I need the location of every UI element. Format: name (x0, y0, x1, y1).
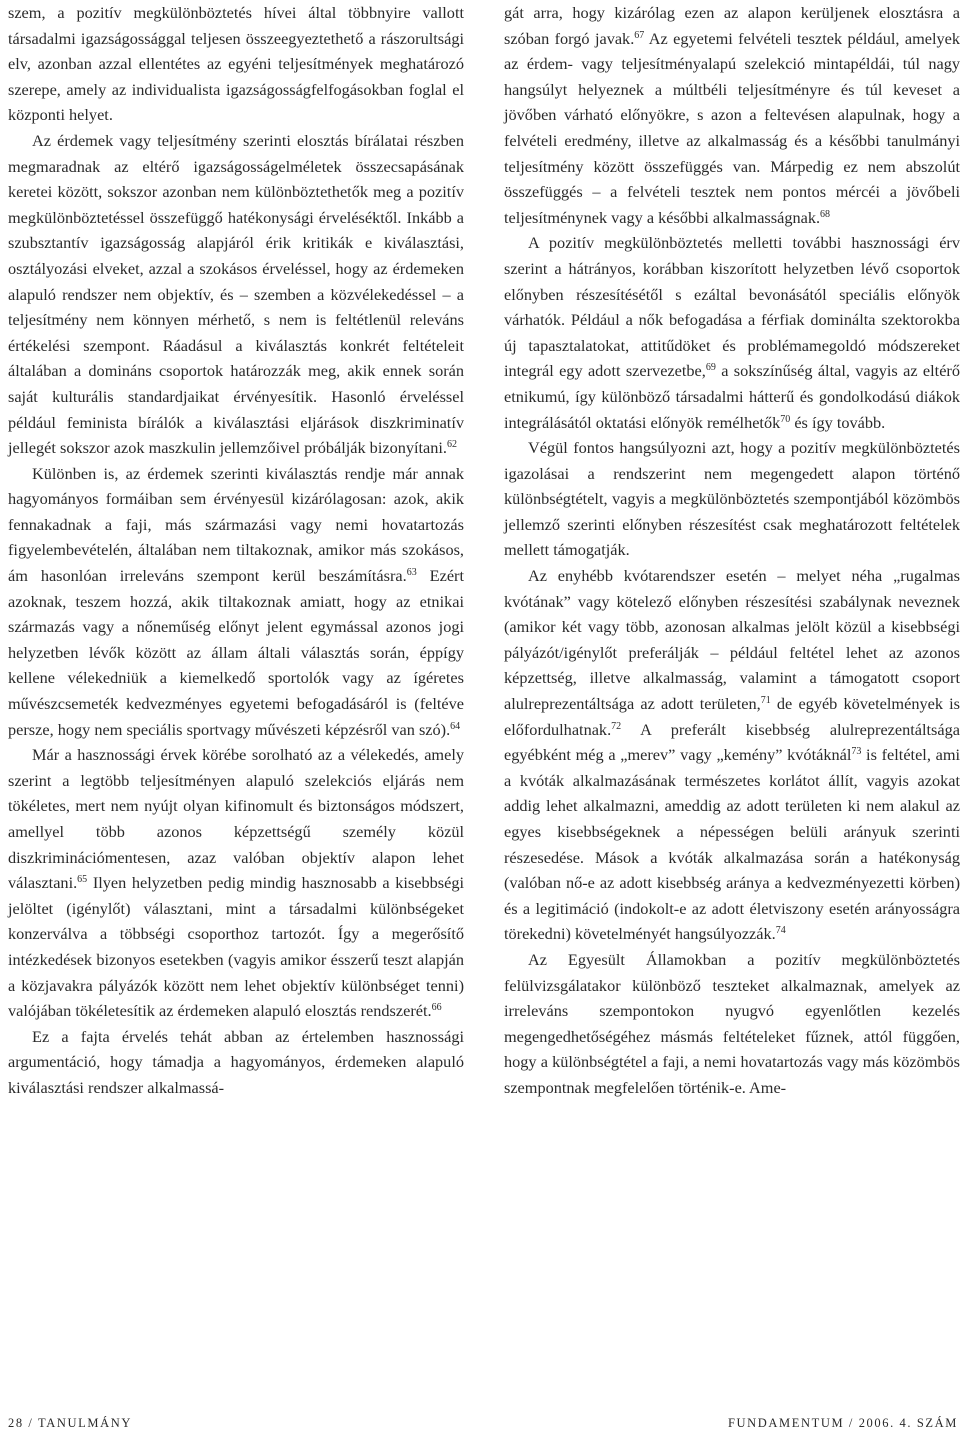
paragraph-text: gát arra, hogy kizárólag ezen az alapon kerüljenek elosztásra a szóban forgó javak. (504, 3, 960, 48)
paragraph-text: Az enyhébb kvótarendszer esetén – melyet néha „rugalmas kvótának” vagy kötelező előnyben részesítési szabálynak neveznek (amikor két vagy több, azonosan alkalmas jelölt közül a kisebbségi pályázót/igénylőt preferálják – például feltétel lehet az azonos képzettség, illetve alkalmasság, valamint a támogatott csoport alulreprezentáltsága az adott területen, (504, 566, 960, 714)
paragraph-text: Ilyen helyzetben pedig mindig hasznosabb a kisebbségi jelöltet (igénylőt) választani, mint a társadalmi különbségeket konzerválva a többségi csoporthoz tartozót. Így a megerősítő intézkedések bizonyos esetekben (vagyis amikor ésszerű teszt alapján a közjavakra pályázók között nem lehet objektív különbséget tenni) valójában tökéletesítik az érdemeken alapuló elosztás rendszerét. (8, 873, 464, 1021)
footnote-ref[interactable]: 69 (705, 362, 716, 374)
paragraph-text: és így tovább. (790, 412, 886, 432)
paragraph (504, 435, 960, 563)
paragraph-text: Ez a fajta érvelés tehát abban az értelemben hasznossági argumentáció, hogy támadja a hagyományos, érdemeken alapuló kiválasztási rendszer alkalmassá- (8, 1026, 464, 1097)
footnote-ref[interactable]: 72 (611, 720, 622, 732)
paragraph-text: Az Egyesült Államokban a pozitív megkülönböztetés felülvizsgálatakor különböző teszteket alkalmaznak, amelyek az irreleváns szempontokon nyugvó egyenlőtlen kezelés megengedhetőségéhez másmás feltételeket fűznek, attól függően, hogy a különbségtétel a faji, a nemi hovatartozás vagy más közömbös szempontnak megfelelően történik-e. Ame- (504, 949, 960, 1097)
paragraph (8, 128, 464, 461)
footnote-ref[interactable]: 66 (431, 1002, 442, 1014)
footnote-ref[interactable]: 63 (406, 567, 417, 579)
paragraph (8, 1024, 464, 1101)
paragraph-text: is feltétel, ami a kvóták alkalmazásának természetes korlátot állít, vagyis azokat addig lehet alkalmazni, ameddig az adott területen ki nem alakul az egyes kisebbségeknek a népességen belüli arányuk szerinti részesedése. Mások a kvóták alkalmazása során a hatékonyság (valóban nő-e az adott kisebbség aránya a kedvezményezetti körben) és a legitimáció (indokolt-e az adott életviszony esetén arányosságra törekedni) követelményét hangsúlyozzák. (504, 745, 960, 944)
paragraph-text: Már a hasznossági érvek körébe sorolható az a vélekedés, amely szerint a legtöbb teljesítményen alapuló szelekciós eljárás nem tökéletes, mert nem nyújt olyan kifinomult és biztonságos módszert, amellyel több azonos képzettségű személy közül diszkriminációmentesen, azaz valóban objektív alapon lehet választani. (8, 745, 464, 893)
footnote-ref[interactable]: 73 (851, 746, 862, 758)
paragraph-text: Különben is, az érdemek szerinti kiválasztás rendje már annak hagyományos formáiban sem érvényesül kizárólagosan: azok, akik fennakadnak a faji, más származási vagy nemi hovatartozás figyelembevételén, általában nem tiltakoznak, amikor más szokásos, ám hasonlóan irreleváns szempont kerül beszámításra. (8, 463, 464, 586)
page-footer (8, 1416, 958, 1434)
paragraph-text: a sokszínűség által, vagyis az eltérő etnikumú, így különböző társadalmi hátterű és gondolkodású diákok integrálásától oktatási előnyök remélhetők (504, 361, 960, 432)
paragraph-text: Végül fontos hangsúlyozni azt, hogy a pozitív megkülönböztetés igazolásai a rendszerint nem megengedett alapon történő különbségtételt, vagyis a megkülönböztetés szempontjából közömbös jellemző szerinti előnyben részesítést csak meghatározott feltételek mellett támogatják. (504, 438, 960, 560)
right-column (504, 0, 960, 1101)
footnote-ref[interactable]: 68 (820, 208, 831, 220)
footnote-ref[interactable]: 64 (450, 720, 461, 732)
footnote-ref[interactable]: 70 (780, 413, 791, 425)
footnote-ref[interactable]: 65 (77, 874, 88, 886)
footnote-ref[interactable]: 62 (447, 439, 458, 451)
paragraph-text: A pozitív megkülönböztetés melletti további hasznossági érv szerint a hátrányos, korábban kiszorított helyzetben lévő csoportok előnyben részesítésétől s ezáltal bevonásától speciális előnyök várhatók. Például a nők befogadása a férfiak dominálta szektorokba új tapasztalatokat, attitűdöket és problémamegoldó módszereket integrál egy adott szervezetbe, (504, 233, 960, 381)
paragraph (504, 0, 960, 230)
footer-journal-issue: FUNDAMENTUM / 2006. 4. SZÁM (727, 1416, 958, 1430)
footnote-ref[interactable]: 71 (760, 695, 771, 707)
footer-page-section: 28 / TANULMÁNY (8, 1416, 132, 1430)
paragraph-text: Ezért azoknak, teszem hozzá, akik tiltakoznak amiatt, hogy az etnikai származás vagy a nőneműség előnyt jelent egymással azonos jogi helyzetben lévők között az állam általi választás során, éppígy kellene vélekedniük a kiemelkedő sportolók vagy az ígéretes művészcsemeték kedvezményes egyetemi befogadásáról is (feltéve persze, hogy nem speciális sportvagy művészeti képzésről van szó). (8, 566, 464, 739)
paragraph-text: Az egyetemi felvételi tesztek például, amelyek az érdem- vagy teljesítményalapú szelekció mintapéldái, túl nagy hangsúlyt helyeznek a múltbéli teljesítményre és túl keveset a jövőben várható előnyökre, s azon a feltevésen alapulnak, hogy a felvételi eredmény, illetve az alkalmasság és a későbbi tanulmányi teljesítmény között összefüggés van. Márpedig ez nem abszolút összefüggés – a felvételi tesztek nem pontos mércéi a jövőbeli teljesítménynek vagy a későbbi alkalmasságnak. (504, 28, 960, 227)
footnote-ref[interactable]: 67 (634, 29, 645, 41)
paragraph (8, 0, 464, 128)
paragraph (504, 230, 960, 435)
paragraph-text: Az érdemek vagy teljesítmény szerinti elosztás bírálatai részben megmaradnak az eltérő igazságosságelméletek összecsapásának keretei között, sokszor azonban nem különböztethetők meg a pozitív megkülönböztetéssel összefüggő hatékonysági érveléséktől. Inkább a szubsztantív igazságosság alapjáról érik kritikák e kiválasztási, osztályozási elveket, azzal a szokásos érveléssel, hogy az érdemeken alapuló rendszer nem objektív, és – szemben a közvélekedéssel – a teljesítmény nem könnyen mérhető, s nem is feltétlenül releváns értékelési szempont. Ráadásul a kiválasztás konkrét feltételeit általában a domináns csoportok határozzák meg, akik ennek során saját kulturális standardjaikat érvényesítik. Hasonló érveléssel például feminista bírálók a kiválasztási eljárások diszkriminatív jellegét sokszor azok maszkulin jellemzőivel próbálják bizonyítani. (8, 130, 464, 458)
paragraph (8, 461, 464, 743)
footnote-ref[interactable]: 74 (775, 925, 786, 937)
paragraph-text: de egyéb követelmények is előfordulhatnak. (504, 694, 960, 739)
paragraph-text: szem, a pozitív megkülönböztetés hívei által többnyire vallott társadalmi igazságossággal teljesen összeegyeztethető a rászorultsági elv, azonban azzal ellentétes az egyéni teljesítmények meghatározó szerepe, amely az individualista igazságosságfelfogásokban foglal el központi helyet. (8, 3, 464, 125)
left-column (8, 0, 464, 1101)
paragraph (504, 947, 960, 1101)
paragraph (8, 742, 464, 1024)
paragraph-text: A preferált kisebbség alulreprezentáltsága egyébként még a „merev” vagy „kemény” kvótáknál (504, 719, 960, 765)
paragraph (504, 563, 960, 947)
